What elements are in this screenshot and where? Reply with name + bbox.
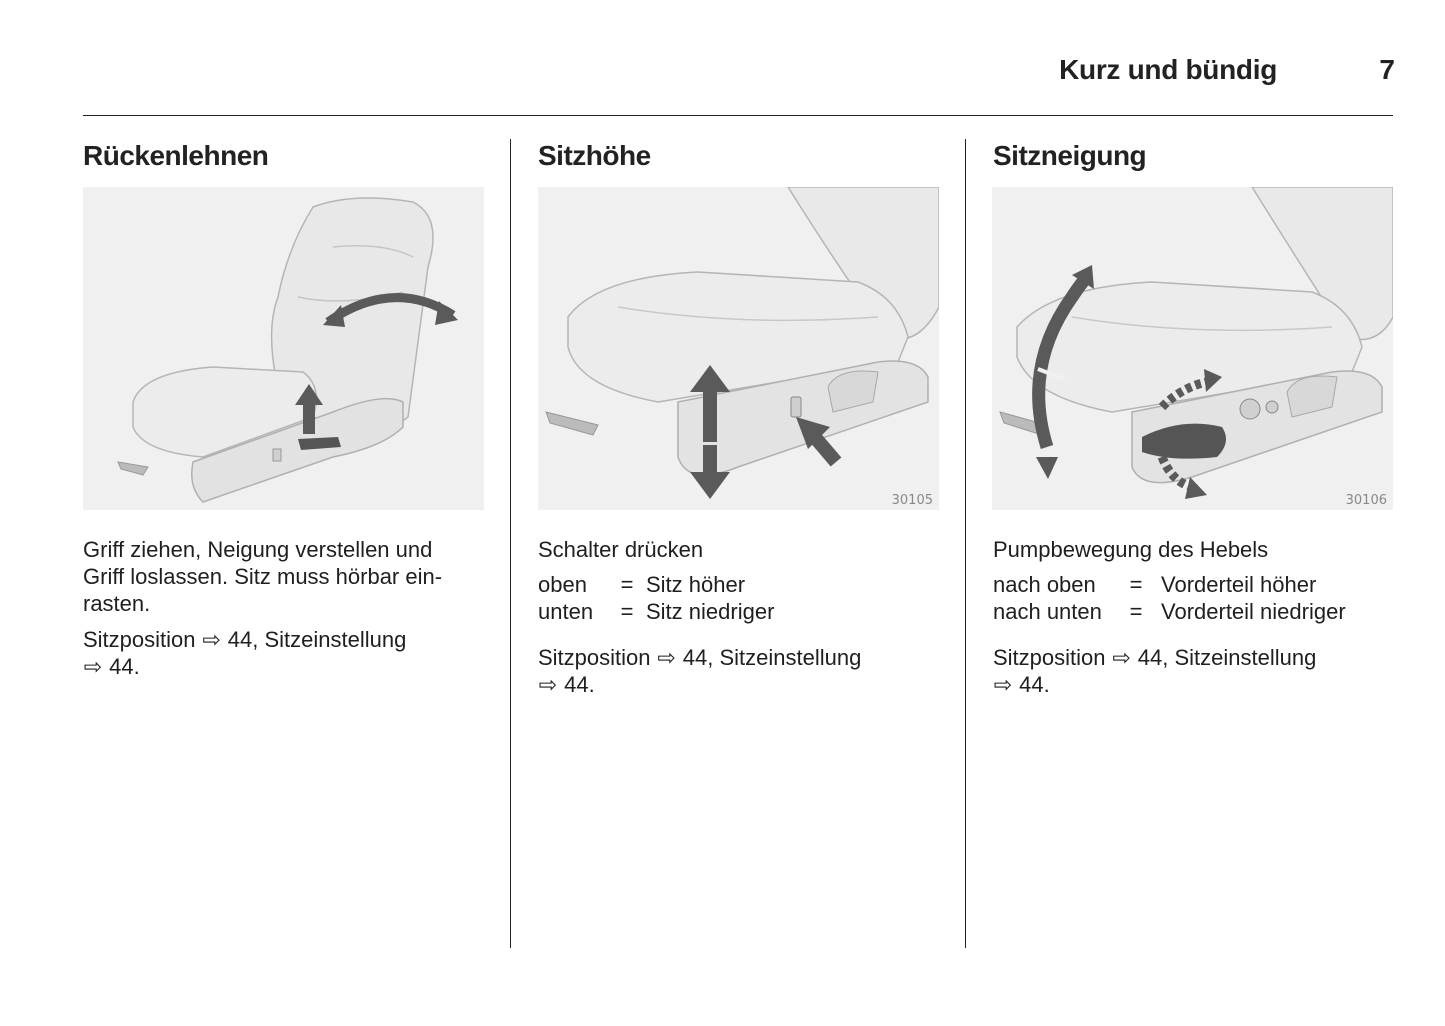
- section-title: Rückenlehnen: [83, 140, 269, 171]
- definition-desc: Sitz höher: [646, 572, 746, 597]
- backrest-instructions: [83, 536, 493, 617]
- ref-arrow-icon: ⇨: [657, 645, 676, 670]
- seat-tilt-drawing: [992, 187, 1393, 510]
- definition-equals: =: [620, 599, 634, 624]
- ref-link[interactable]: 44, Sitzeinstellung: [1137, 645, 1317, 670]
- definition-equals: =: [1129, 599, 1143, 624]
- column-divider: [965, 139, 966, 948]
- backrest-cross-reference: [83, 626, 493, 680]
- instruction-line: Griff ziehen, Neigung verstellen und: [83, 537, 433, 562]
- seat-height-definitions: [538, 571, 774, 625]
- ref-link[interactable]: 44.: [109, 654, 140, 679]
- ref-label: Sitzposition: [538, 645, 651, 670]
- definition-desc: Vorderteil niedriger: [1161, 599, 1346, 624]
- intro-text: Schalter drücken: [538, 537, 704, 562]
- definition-table: [538, 571, 774, 625]
- definition-row: [993, 598, 1346, 625]
- ref-link[interactable]: 44, Sitzeinstellung: [227, 627, 407, 652]
- definition-term: unten: [538, 599, 594, 624]
- seat-height-drawing: [538, 187, 939, 510]
- seat-backrest-drawing: [83, 187, 484, 510]
- definition-table: [993, 571, 1346, 625]
- definition-desc: Vorderteil höher: [1161, 572, 1317, 597]
- definition-row: [538, 571, 774, 598]
- ref-arrow-icon: ⇨: [1112, 645, 1131, 670]
- definition-equals: =: [620, 572, 634, 597]
- definition-term: nach oben: [993, 572, 1096, 597]
- section-header-title: Kurz und bündig: [1059, 54, 1277, 85]
- definition-row: [993, 571, 1346, 598]
- header-divider: [83, 115, 1393, 116]
- seat-height-illustration: [538, 187, 939, 510]
- intro-text: Pumpbewegung des Hebels: [993, 537, 1269, 562]
- instruction-line: Griff loslassen. Sitz muss hörbar ein-: [83, 564, 443, 589]
- ref-arrow-icon: ⇨: [538, 672, 558, 697]
- definition-term: oben: [538, 572, 587, 597]
- ref-arrow-icon: ⇨: [83, 654, 103, 679]
- ref-label: Sitzposition: [83, 627, 196, 652]
- section-title: Sitzhöhe: [538, 140, 651, 171]
- section-title: Sitzneigung: [993, 140, 1147, 171]
- ref-arrow-icon: ⇨: [993, 672, 1013, 697]
- instruction-line: rasten.: [83, 591, 151, 616]
- backrest-illustration: [83, 187, 484, 510]
- page-number: 7: [1379, 54, 1395, 85]
- definition-row: [538, 598, 774, 625]
- column-divider: [510, 139, 511, 948]
- seat-height-cross-reference: [538, 644, 948, 698]
- ref-link[interactable]: 44, Sitzeinstellung: [682, 645, 862, 670]
- seat-tilt-illustration: [992, 187, 1393, 510]
- figure-code: 30106: [1345, 493, 1387, 508]
- ref-label: Sitzposition: [993, 645, 1106, 670]
- seat-tilt-cross-reference: [993, 644, 1403, 698]
- figure-code: 30105: [891, 493, 933, 508]
- definition-desc: Sitz niedriger: [646, 599, 775, 624]
- definition-term: nach unten: [993, 599, 1102, 624]
- seat-tilt-definitions: [993, 571, 1346, 625]
- seat-height-instructions: [538, 536, 948, 563]
- definition-equals: =: [1129, 572, 1143, 597]
- ref-link[interactable]: 44.: [564, 672, 595, 697]
- ref-link[interactable]: 44.: [1019, 672, 1050, 697]
- ref-arrow-icon: ⇨: [202, 627, 221, 652]
- seat-tilt-instructions: [993, 536, 1403, 563]
